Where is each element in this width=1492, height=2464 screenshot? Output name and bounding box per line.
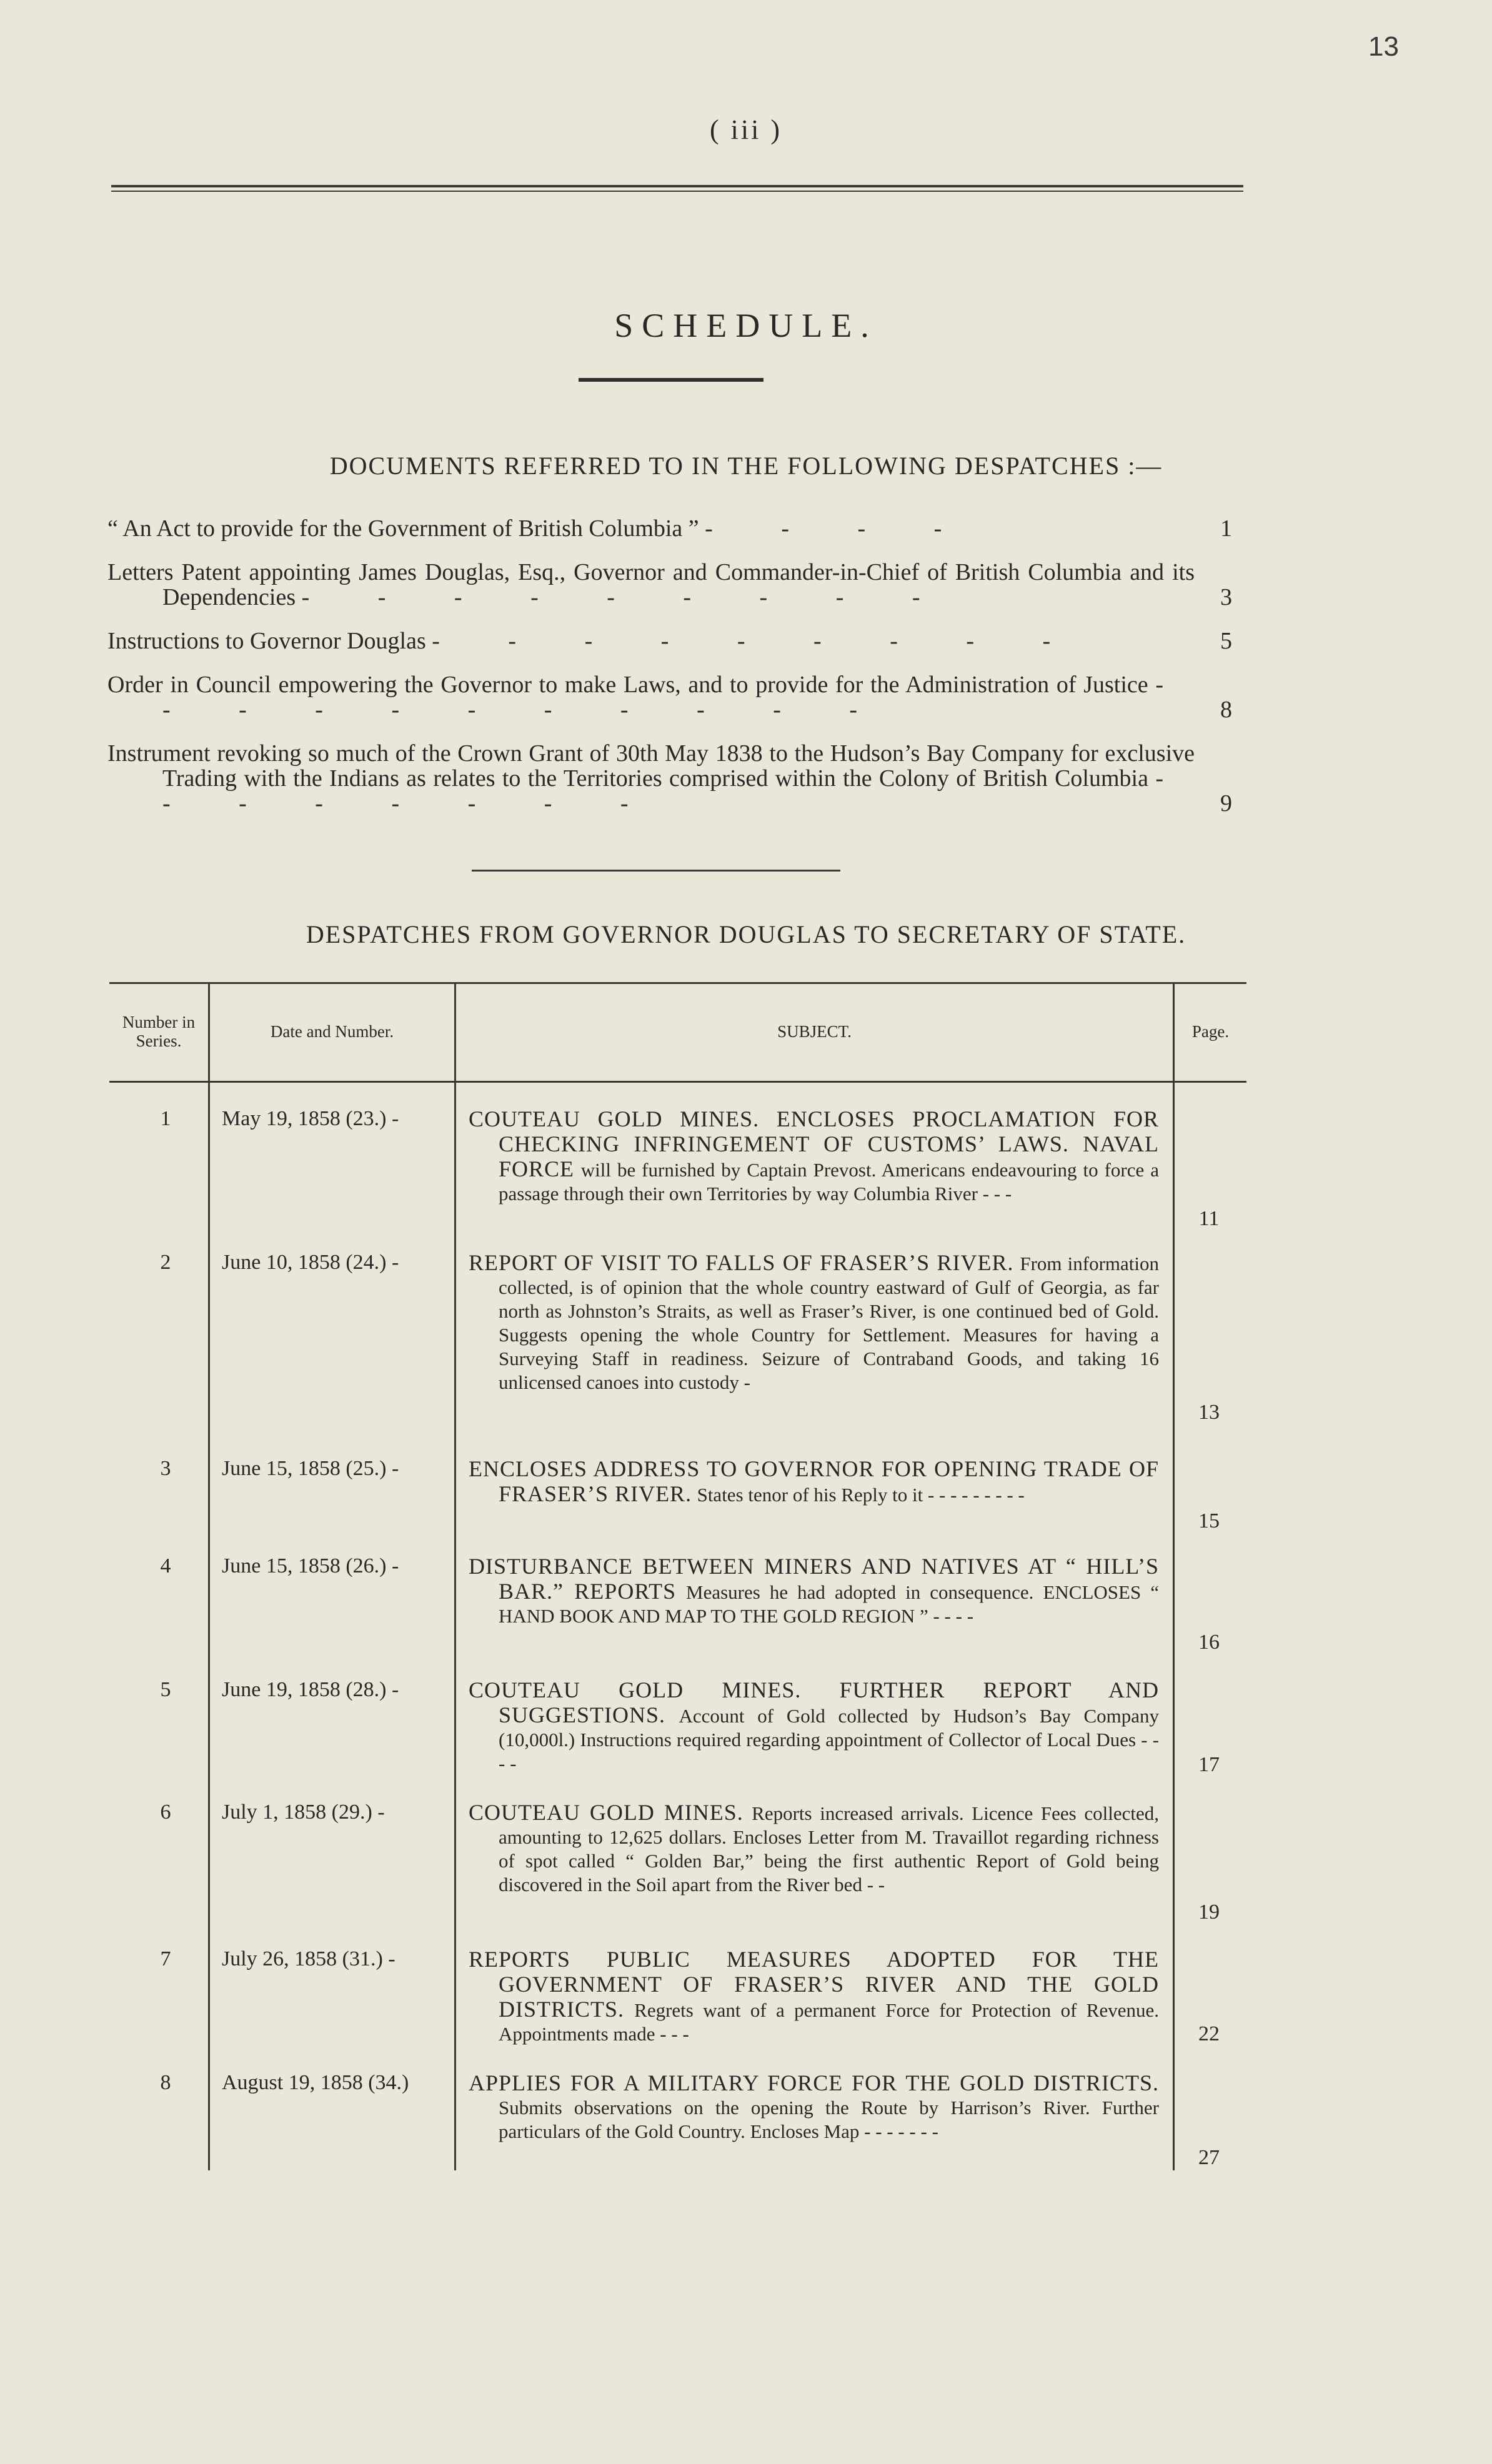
row-date: July 1, 1858 (29.) - [222, 1801, 385, 1824]
header-number: Number in Series. [122, 1013, 196, 1050]
row-subject [469, 1554, 1159, 1628]
subject-text: Measures he had adopted in consequence. ENCLOSES “ HAND BOOK AND MAP TO THE GOLD REGION ” - - - - [499, 1581, 1160, 1627]
subject-caps: REPORT OF VISIT TO FALLS OF FRASER’S RIVER. [469, 1250, 1014, 1275]
schedule-title: SCHEDULE. [614, 307, 878, 344]
document-title: Instructions to Governor Douglas [107, 628, 426, 654]
row-number: 5 [160, 1678, 171, 1701]
subject-caps: ENCLOSES ADDRESS TO GOVERNOR FOR OPENING TRADE OF FRASER’S RIVER. [469, 1456, 1159, 1506]
document-title: Letters Patent appointing James Douglas, Esq., Governor and Commander-in-Chief of British Columbia and its Dependencies [107, 559, 1195, 610]
row-date: June 10, 1858 (24.) - [222, 1251, 399, 1274]
document-entry [107, 628, 1232, 653]
header-date: Date and Number. [270, 1022, 394, 1041]
subject-text: Submits observations on the opening the Route by Harrison’s River. Further particulars of the Gold Country. Encloses Map - - - - - - - [499, 2097, 1159, 2142]
row-subject [469, 2071, 1159, 2144]
row-number: 7 [160, 1947, 171, 1970]
row-date: August 19, 1858 (34.) [222, 2071, 409, 2094]
dash-leader: - - - - - - - - [162, 765, 1195, 817]
subject-text: will be furnished by Captain Prevost. Americans endeavouring to force a passage through their own Territories by way Columbia River - - - [499, 1159, 1159, 1205]
dash-leader: - - - - - - - - - [432, 628, 1082, 654]
row-subject [469, 1678, 1159, 1776]
dash-leader: - - - - - - - - - [301, 584, 952, 610]
row-date: July 26, 1858 (31.) - [222, 1947, 395, 1970]
subject-text: States tenor of his Reply to it - - - - - - - - - [697, 1484, 1025, 1506]
row-subject [469, 1251, 1159, 1394]
row-number: 4 [160, 1554, 171, 1577]
row-page: 19 [1198, 1900, 1220, 1924]
section-rule [472, 870, 840, 872]
row-date: June 15, 1858 (26.) - [222, 1554, 399, 1577]
document-page: 3 [1220, 584, 1232, 610]
table-header-rule [109, 1081, 1246, 1083]
document-page: 8 [1220, 697, 1232, 723]
subject-caps: REPORTS PUBLIC MEASURES ADOPTED FOR THE GOVERNMENT OF FRASER’S RIVER AND THE GOLD DISTRICTS. [469, 1947, 1159, 2022]
row-page: 13 [1198, 1401, 1220, 1424]
document-entry [107, 672, 1232, 722]
row-number: 1 [160, 1107, 171, 1130]
title-rule [579, 378, 763, 382]
row-page: 27 [1198, 2146, 1220, 2169]
page-number: 13 [1368, 31, 1399, 62]
subject-text: From information collected, is of opinion that the whole country eastward of Gulf of Georgia, as far north as Johnston’s Straits, as well as Fraser’s River, is one continued bed of Gold. Suggests opening the whole Country for Settlement. Measures for having a Surveying Staff in readiness. Seizure of Contraband Goods, and taking 16 unlicensed canoes into custody - [499, 1253, 1159, 1393]
roman-page-number: ( iii ) [710, 114, 782, 145]
document-entry [107, 560, 1232, 610]
despatches-heading: DESPATCHES FROM GOVERNOR DOUGLAS TO SECRETARY OF STATE. [306, 920, 1186, 948]
document-title: Instrument revoking so much of the Crown Grant of 30th May 1838 to the Hudson’s Bay Company for exclusive Trading with the Indians as relates to the Territories comprised within the Colony of British Columbia [107, 740, 1195, 792]
row-page: 22 [1198, 2022, 1220, 2045]
header-subject: SUBJECT. [777, 1022, 852, 1041]
document-page: 1 [1220, 515, 1232, 542]
row-subject [469, 1801, 1159, 1897]
subject-text: Account of Gold collected by Hudson’s Bay Company (10,000l.) Instructions required regarding appointment of Collector of Local Dues - - - - [499, 1705, 1159, 1774]
subject-caps: DISTURBANCE BETWEEN MINERS AND NATIVES AT “ HILL’S BAR.” REPORTS [469, 1554, 1159, 1604]
column-divider [1173, 982, 1175, 2170]
subject-caps: COUTEAU GOLD MINES. FURTHER REPORT AND SUGGESTIONS. [469, 1677, 1159, 1727]
row-subject [469, 1107, 1159, 1206]
row-subject [469, 1947, 1159, 2046]
subject-caps: COUTEAU GOLD MINES. ENCLOSES PROCLAMATION FOR CHECKING INFRINGEMENT OF CUSTOMS’ LAWS. NAVAL FORCE [469, 1106, 1159, 1181]
row-date: June 19, 1858 (28.) - [222, 1678, 399, 1701]
header-double-rule [111, 185, 1243, 192]
row-subject [469, 1457, 1159, 1507]
row-page: 16 [1198, 1631, 1220, 1654]
row-page: 11 [1198, 1207, 1220, 1230]
documents-heading: DOCUMENTS REFERRED TO IN THE FOLLOWING DESPATCHES :— [329, 452, 1163, 480]
dash-leader: - - - - - - - - - - - [162, 672, 1195, 723]
dash-leader: - - - - [705, 515, 973, 542]
header-page: Page. [1191, 1022, 1230, 1041]
row-date: June 15, 1858 (25.) - [222, 1457, 399, 1480]
row-page: 17 [1198, 1753, 1220, 1776]
despatches-table [109, 982, 1246, 2170]
row-page: 15 [1198, 1509, 1220, 1533]
document-title: Order in Council empowering the Governor to make Laws, and to provide for the Administration of Justice [107, 672, 1148, 698]
subject-text: Reports increased arrivals. Licence Fees collected, amounting to 12,625 dollars. Encloses Letter from M. Travaillot regarding richness of spot called “ Golden Bar,” being the first authentic Report of Gold being discovered in the Soil apart from the River bed - - [499, 1802, 1160, 1895]
row-number: 2 [160, 1251, 171, 1274]
row-date: May 19, 1858 (23.) - [222, 1107, 399, 1130]
subject-text: Regrets want of a permanent Force for Protection of Revenue. Appointments made - - - [499, 1999, 1160, 2045]
subject-caps: APPLIES FOR A MILITARY FORCE FOR THE GOLD DISTRICTS. [469, 2070, 1159, 2095]
document-entry [107, 741, 1232, 816]
row-number: 8 [160, 2071, 171, 2094]
document-entry [107, 516, 1232, 541]
document-page: 9 [1220, 790, 1232, 817]
subject-caps: COUTEAU GOLD MINES. [469, 1800, 744, 1825]
row-number: 6 [160, 1801, 171, 1824]
row-number: 3 [160, 1457, 171, 1480]
document-title: “ An Act to provide for the Government of British Columbia ” [107, 515, 699, 542]
documents-list [107, 516, 1232, 835]
document-page: 5 [1220, 628, 1232, 654]
